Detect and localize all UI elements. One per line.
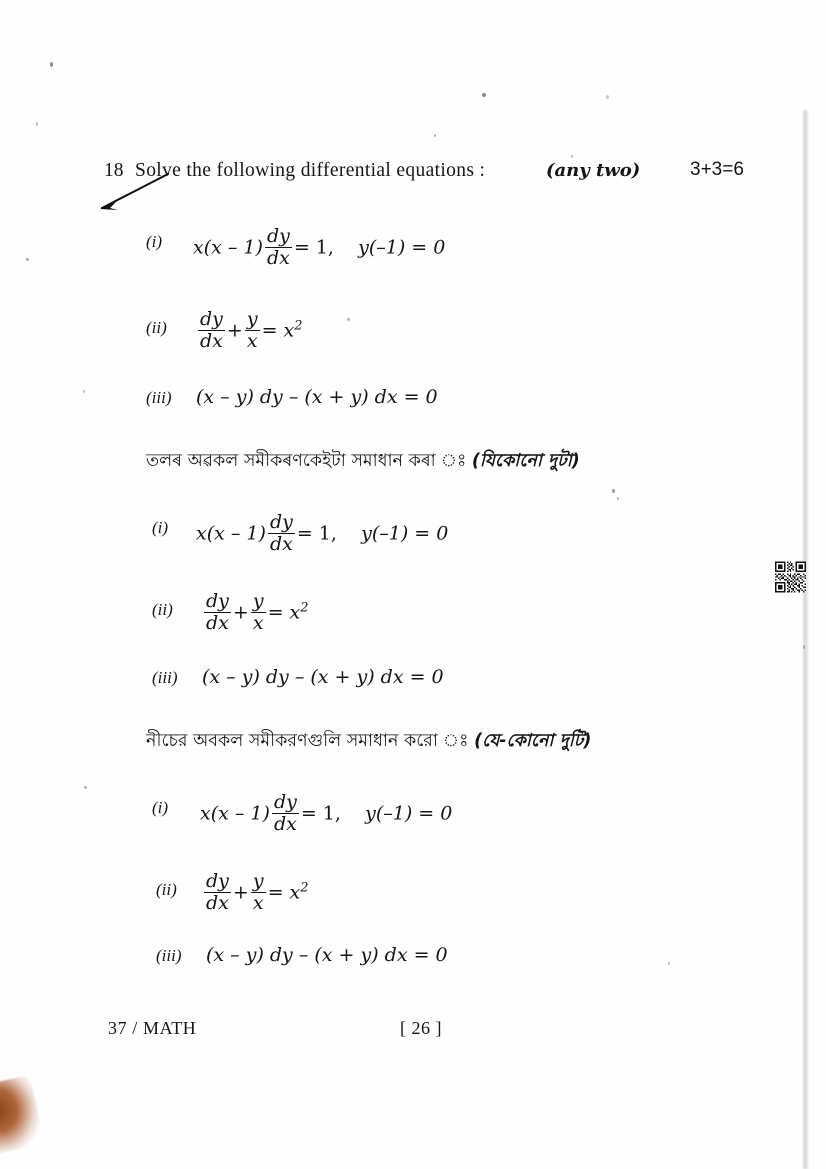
scan-speck	[617, 497, 619, 500]
eq2-rhs-exponent: 2	[294, 318, 303, 334]
qr-code	[775, 559, 806, 595]
equation-2-block-2	[202, 592, 308, 635]
bengali-any-two: (যে-কোনো দুটি)	[474, 731, 592, 751]
assamese-text: তলৰ অৱকল সমীকৰণকেইটা সমাধান কৰা ঃ	[146, 451, 467, 471]
eq3-text: (x – y) dy – (x + y) dx = 0	[202, 666, 444, 688]
scan-speck	[803, 645, 805, 649]
equation-2-block-1	[196, 310, 302, 353]
question-number: 18	[104, 160, 124, 181]
scan-speck	[50, 62, 53, 67]
equation-label-iii: (iii)	[156, 946, 182, 965]
eq2-rhs-exponent: 2	[300, 880, 309, 896]
instruction-any-two: (any two)	[546, 160, 641, 181]
eq1-fraction: $\frac{dy}{dx}$	[273, 791, 297, 835]
eq1-lhs: x(x – 1)	[200, 802, 270, 825]
assamese-any-two: (যিকোনো দুটা)	[471, 451, 580, 471]
assamese-instruction-line	[146, 448, 580, 477]
footer-page-number: [ 26 ]	[400, 1018, 442, 1038]
eq1-condition: y(–1) = 0	[358, 236, 446, 259]
equation-3-block-3	[206, 944, 448, 966]
eq2-rhs-term: x	[289, 881, 301, 904]
scan-speck	[606, 95, 609, 99]
eq1-condition: y(–1) = 0	[361, 522, 449, 545]
scan-speck	[83, 390, 85, 393]
equation-label-ii: (ii)	[146, 318, 167, 337]
eq3-text: (x – y) dy – (x + y) dx = 0	[196, 386, 438, 408]
eq2-fraction-1: $\frac{dy}{dx}$	[206, 870, 229, 914]
eq1-rhs: = 1,	[296, 522, 337, 545]
eq1-condition: y(–1) = 0	[365, 802, 453, 825]
scan-edge-artifact	[803, 110, 809, 1169]
scan-speck	[668, 962, 670, 965]
eq2-equals: =	[267, 881, 284, 904]
bengali-instruction-line	[146, 728, 591, 757]
scan-speck	[571, 155, 573, 158]
scan-speck	[26, 258, 29, 261]
equation-label-ii: (ii)	[156, 880, 177, 899]
eq1-fraction: $\frac{dy}{dx}$	[266, 225, 290, 269]
footer-paper-code: 37 / MATH	[108, 1018, 197, 1038]
equation-2-block-3	[202, 872, 308, 915]
eq2-equals: =	[267, 601, 284, 624]
eq1-lhs: x(x – 1)	[196, 522, 266, 545]
eq2-plus: +	[232, 881, 249, 904]
equation-3-block-1	[196, 386, 438, 408]
equation-1-block-2	[196, 513, 448, 556]
equation-1-block-3	[200, 793, 452, 836]
eq2-fraction-1: $\frac{dy}{dx}$	[200, 308, 223, 352]
eq2-plus: +	[232, 601, 249, 624]
question-text: Solve the following differential equations :	[135, 160, 486, 181]
eq2-rhs-term: x	[283, 319, 295, 342]
eq2-rhs-term: x	[289, 601, 301, 624]
corner-smudge-artifact	[0, 1075, 45, 1155]
eq2-equals: =	[261, 319, 278, 342]
eq2-fraction-2: $\frac{y}{x}$	[252, 870, 264, 914]
equation-label-i: (i)	[146, 232, 163, 251]
scan-speck	[347, 318, 350, 321]
marks-allocation: 3+3=6	[690, 159, 744, 180]
eq2-rhs-exponent: 2	[300, 600, 309, 616]
scan-speck	[482, 93, 486, 97]
eq2-plus: +	[226, 319, 243, 342]
eq2-fraction-1: $\frac{dy}{dx}$	[206, 590, 229, 634]
scan-speck	[434, 134, 436, 137]
eq2-fraction-2: $\frac{y}{x}$	[246, 308, 258, 352]
eq1-lhs: x(x – 1)	[193, 236, 263, 259]
scan-speck	[84, 786, 87, 789]
equation-3-block-2	[202, 666, 444, 688]
scan-speck	[36, 122, 38, 126]
equation-label-i: (i)	[152, 518, 169, 537]
bengali-text: নীচের অবকল সমীকরণগুলি সমাধান করো ঃ	[146, 731, 469, 751]
eq1-rhs: = 1,	[293, 236, 334, 259]
equation-label-ii: (ii)	[152, 600, 173, 619]
equation-label-iii: (iii)	[146, 388, 172, 407]
eq2-fraction-2: $\frac{y}{x}$	[252, 590, 264, 634]
equation-label-iii: (iii)	[152, 668, 178, 687]
scan-speck	[612, 489, 615, 493]
eq1-fraction: $\frac{dy}{dx}$	[269, 511, 293, 555]
equation-label-i: (i)	[152, 798, 169, 817]
equation-1-block-1	[193, 227, 445, 270]
eq1-rhs: = 1,	[300, 802, 341, 825]
eq3-text: (x – y) dy – (x + y) dx = 0	[206, 944, 448, 966]
